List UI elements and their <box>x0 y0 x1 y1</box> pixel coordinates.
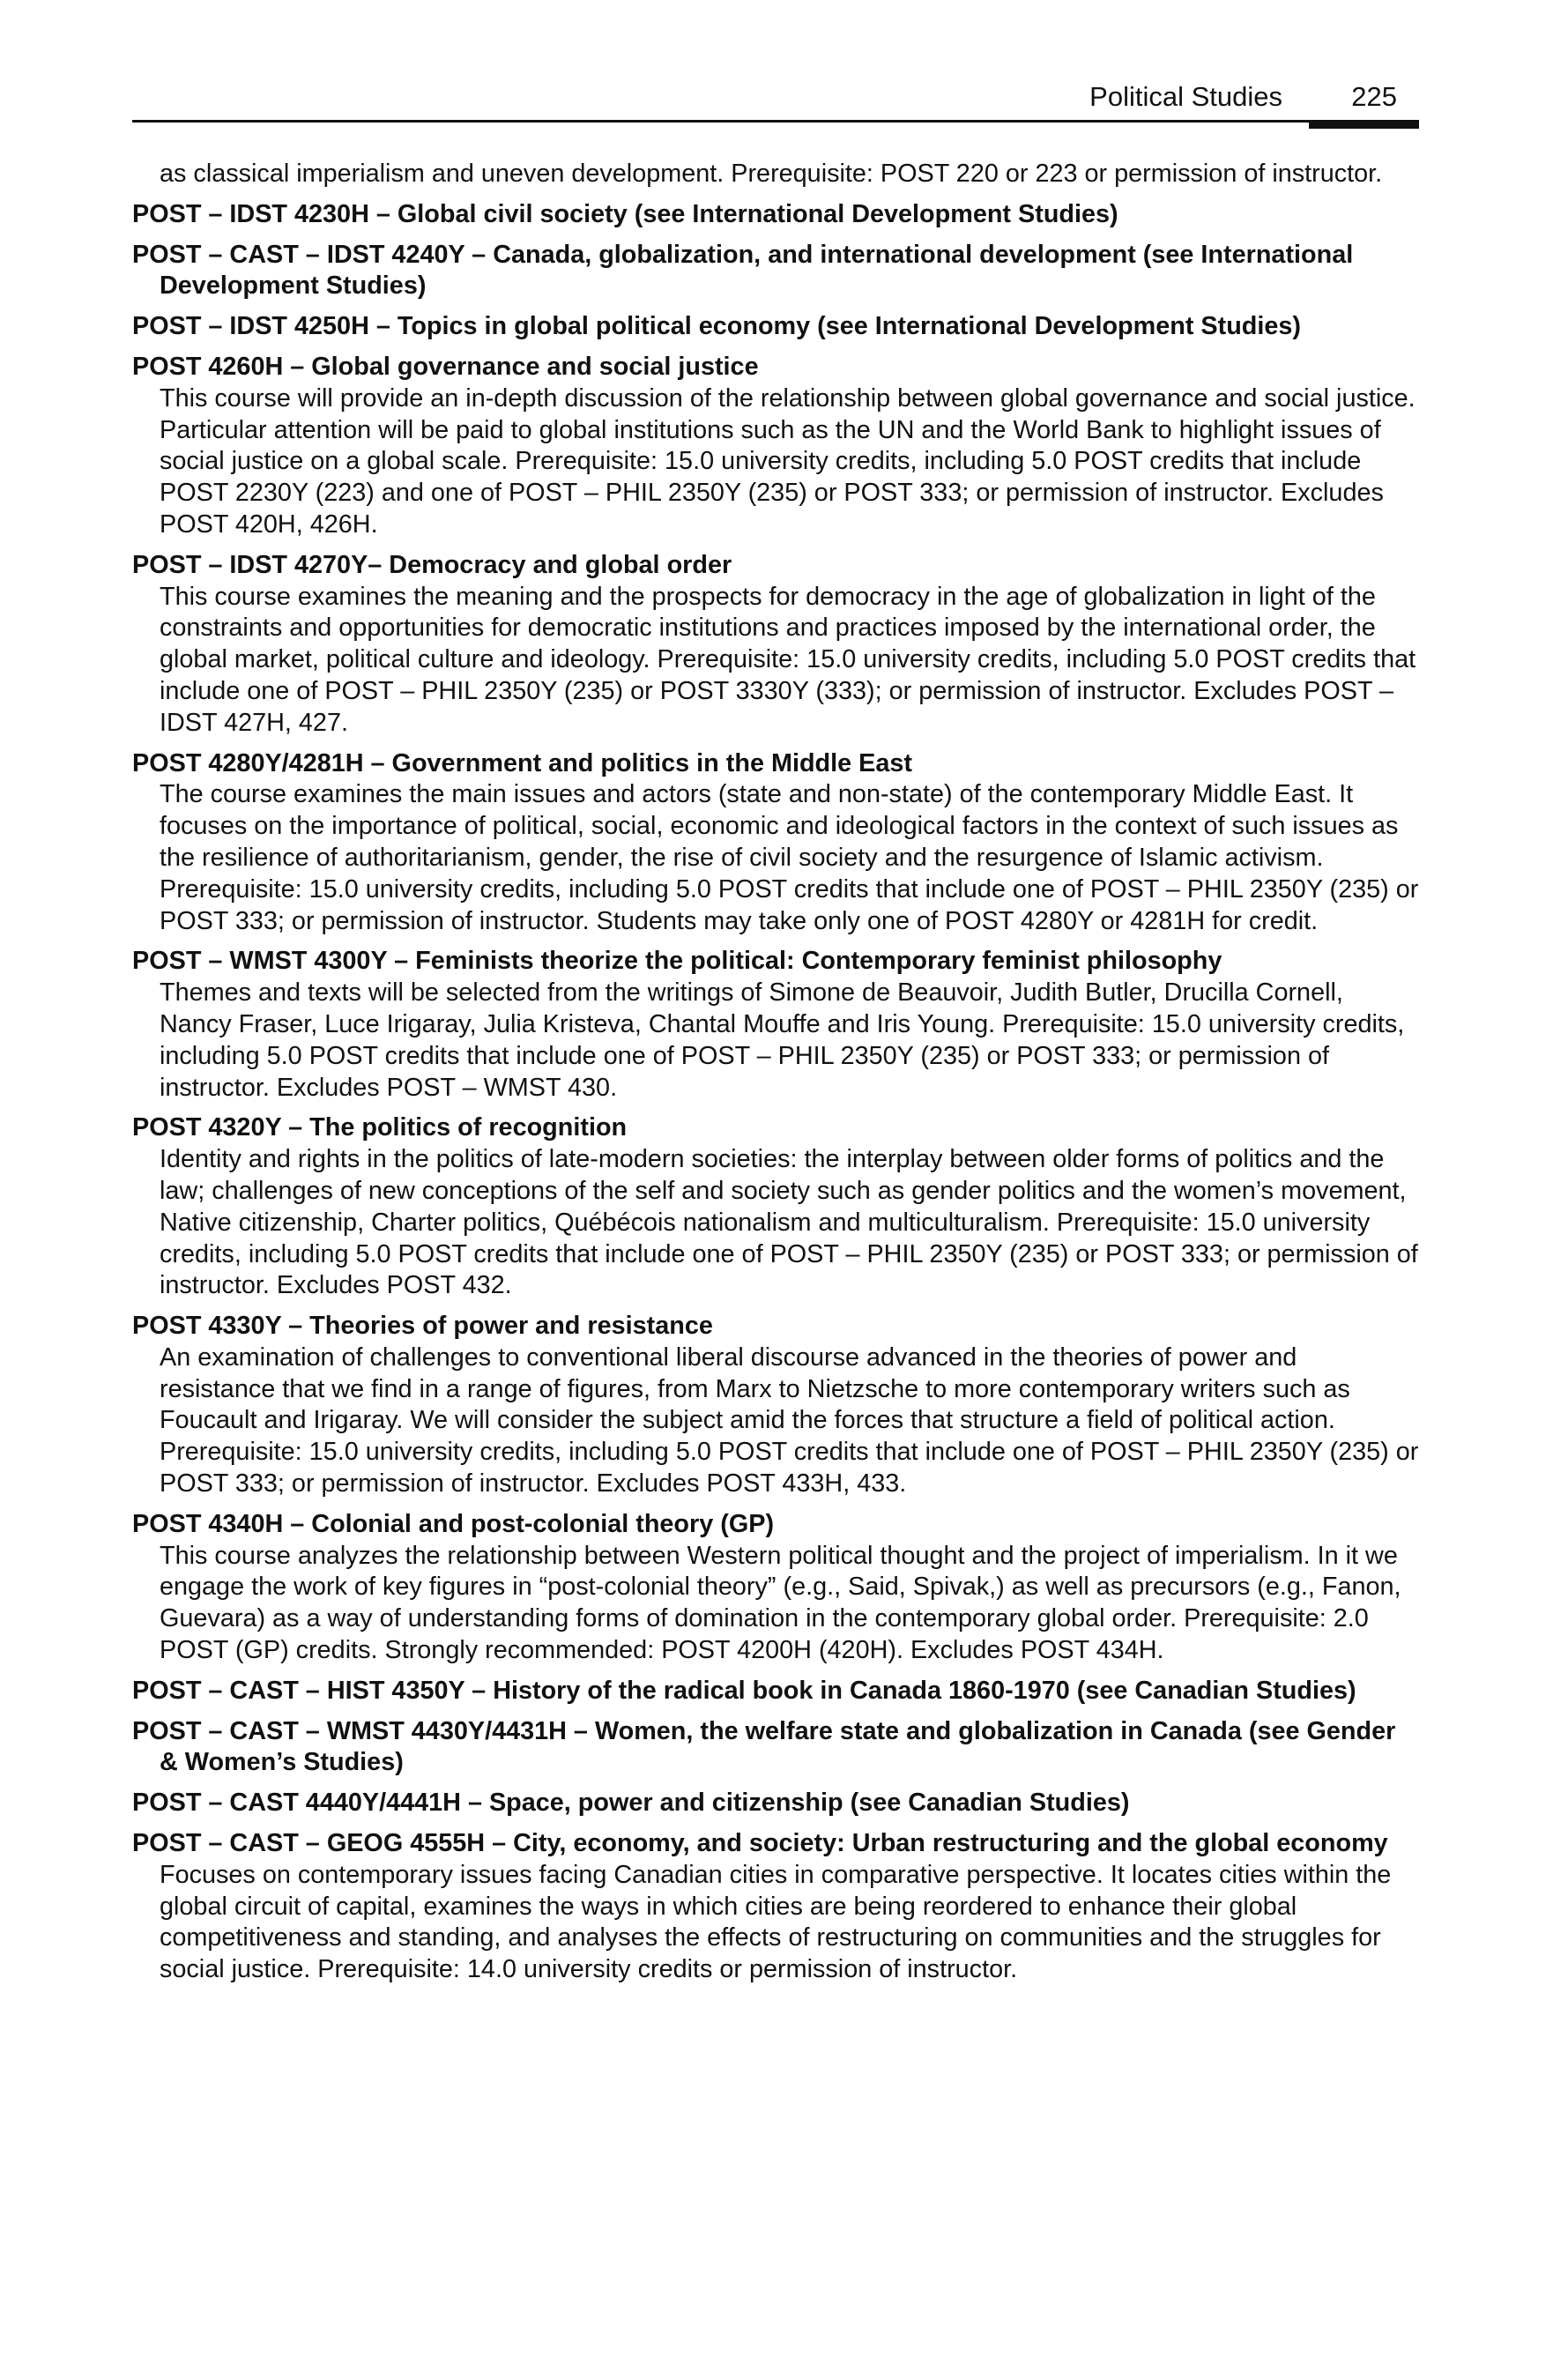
course-entry <box>132 1311 1419 1500</box>
course-entry <box>132 352 1419 541</box>
course-title: POST – CAST – WMST 4430Y/4431H – Women, the welfare state and globalization in Canada (see Gender & Women’s Studies) <box>132 1716 1396 1777</box>
course-entry <box>132 1676 1419 1707</box>
course-title: POST – IDST 4250H – Topics in global political economy (see International Development Studies) <box>132 312 1302 341</box>
course-listing <box>132 159 1419 1986</box>
course-title: POST 4330Y – Theories of power and resistance <box>132 1312 713 1341</box>
course-entry <box>132 311 1419 343</box>
running-head: Political Studies <box>1089 81 1282 112</box>
course-description: An examination of challenges to conventional liberal discourse advanced in the theories of power and resistance that we find in a range of figures, from Marx to Nietzsche to more contemporary writers such as Foucault and Irigaray. We will consider the subject amid the forces that structure a field of political action. Prerequisite: 15.0 university credits, including 5.0 POST credits that include one of POST – PHIL 2350Y (235) or POST 333; or permission of instructor. Excludes POST 433H, 433. <box>160 1342 1419 1499</box>
course-entry <box>132 748 1419 938</box>
course-description: The course examines the main issues and actors (state and non-state) of the contemporary Middle East. It focuses on the importance of political, social, economic and ideological factors in the context of such issues as the resilience of authoritarianism, gender, the rise of civil society and the resurgence of Islamic activism. Prerequisite: 15.0 university credits, including 5.0 POST credits that include one of POST – PHIL 2350Y (235) or POST 333; or permission of instructor. Students may take only one of POST 4280Y or 4281H for credit. <box>160 780 1419 935</box>
course-description: Themes and texts will be selected from the writings of Simone de Beauvoir, Judith Butler, Drucilla Cornell, Nancy Fraser, Luce Irigaray, Julia Kristeva, Chantal Mouffe and Iris Young. Prerequisite: 15.0 university credits, including 5.0 POST credits that include one of POST – PHIL 2350Y (235) or POST 333; or permission of instructor. Excludes POST – WMST 430. <box>160 978 1405 1102</box>
course-title: POST 4340H – Colonial and post-colonial theory (GP) <box>132 1509 775 1538</box>
course-description: This course analyzes the relationship between Western political thought and the project of imperialism. In it we engage the work of key figures in “post-colonial theory” (e.g., Said, Spivak,) as well as precursors (e.g., Fanon, Guevara) as a way of understanding forms of domination in the contemporary global order. Prerequisite: 2.0 POST (GP) credits. Strongly recommended: POST 4200H (420H). Excludes POST 434H. <box>160 1541 1401 1665</box>
course-entry <box>132 1509 1419 1667</box>
course-description: Identity and rights in the politics of late-modern societies: the interplay between older forms of politics and the law; challenges of new conceptions of the self and society such as gender politics and the women’s movement, Native citizenship, Charter politics, Québécois nationalism and multiculturalism. Prerequisite: 15.0 university credits, including 5.0 POST credits that include one of POST – PHIL 2350Y (235) or POST 333; or permission of instructor. Excludes POST 432. <box>160 1145 1418 1300</box>
course-title: POST 4320Y – The politics of recognition <box>132 1113 628 1142</box>
course-title: POST 4280Y/4281H – Government and politics in the Middle East <box>132 748 912 777</box>
course-title: POST – WMST 4300Y – Feminists theorize the political: Contemporary feminist philosophy <box>132 947 1222 976</box>
course-title: POST – IDST 4230H – Global civil society (see International Development Studies) <box>132 199 1118 228</box>
course-entry <box>132 550 1419 740</box>
course-title: POST – CAST 4440Y/4441H – Space, power and citizenship (see Canadian Studies) <box>132 1789 1130 1818</box>
course-entry <box>132 199 1419 231</box>
course-title: POST – CAST – HIST 4350Y – History of the radical book in Canada 1860-1970 (see Canadian Studies) <box>132 1676 1356 1705</box>
course-description: This course examines the meaning and the prospects for democracy in the age of globalization in light of the constraints and opportunities for democratic institutions and practices imposed by the international order, the global market, political culture and ideology. Prerequisite: 15.0 university credits, including 5.0 POST credits that include one of POST – PHIL 2350Y (235) or POST 3330Y (333); or permission of instructor. Excludes POST – IDST 427H, 427. <box>160 582 1416 737</box>
header-rule-tab <box>1309 122 1419 129</box>
course-entry <box>132 1788 1419 1819</box>
course-entry <box>132 1828 1419 1986</box>
course-entry <box>132 946 1419 1104</box>
course-title: POST 4260H – Global governance and social justice <box>132 352 759 381</box>
course-entry <box>132 1716 1419 1780</box>
course-description: Focuses on contemporary issues facing Canadian cities in comparative perspective. It locates cities within the global circuit of capital, examines the ways in which cities are being reordered to enhance their global competitiveness and standing, and analyses the effects of restructuring on communities and the struggles for social justice. Prerequisite: 14.0 university credits or permission of instructor. <box>160 1860 1392 1984</box>
course-title: POST – CAST – IDST 4240Y – Canada, globalization, and international development (see International Development Studies) <box>132 240 1354 301</box>
course-entry <box>132 1112 1419 1302</box>
course-entry <box>132 240 1419 303</box>
page-header <box>132 79 1419 132</box>
page-number: 225 <box>1351 81 1397 112</box>
course-description: This course will provide an in-depth discussion of the relationship between global governance and social justice. Particular attention will be paid to global institutions such as the UN and the World Bank to highlight issues of social justice on a global scale. Prerequisite: 15.0 university credits, including 5.0 POST credits that include POST 2230Y (223) and one of POST – PHIL 2350Y (235) or POST 333; or permission of instructor. Excludes POST 420H, 426H. <box>160 383 1416 539</box>
course-title: POST – IDST 4270Y– Democracy and global order <box>132 550 732 579</box>
header-rule <box>132 120 1419 123</box>
course-title: POST – CAST – GEOG 4555H – City, economy, and society: Urban restructuring and the global economy <box>132 1829 1388 1858</box>
continued-description: as classical imperialism and uneven development. Prerequisite: POST 220 or 223 or permission of instructor. <box>160 160 1383 188</box>
